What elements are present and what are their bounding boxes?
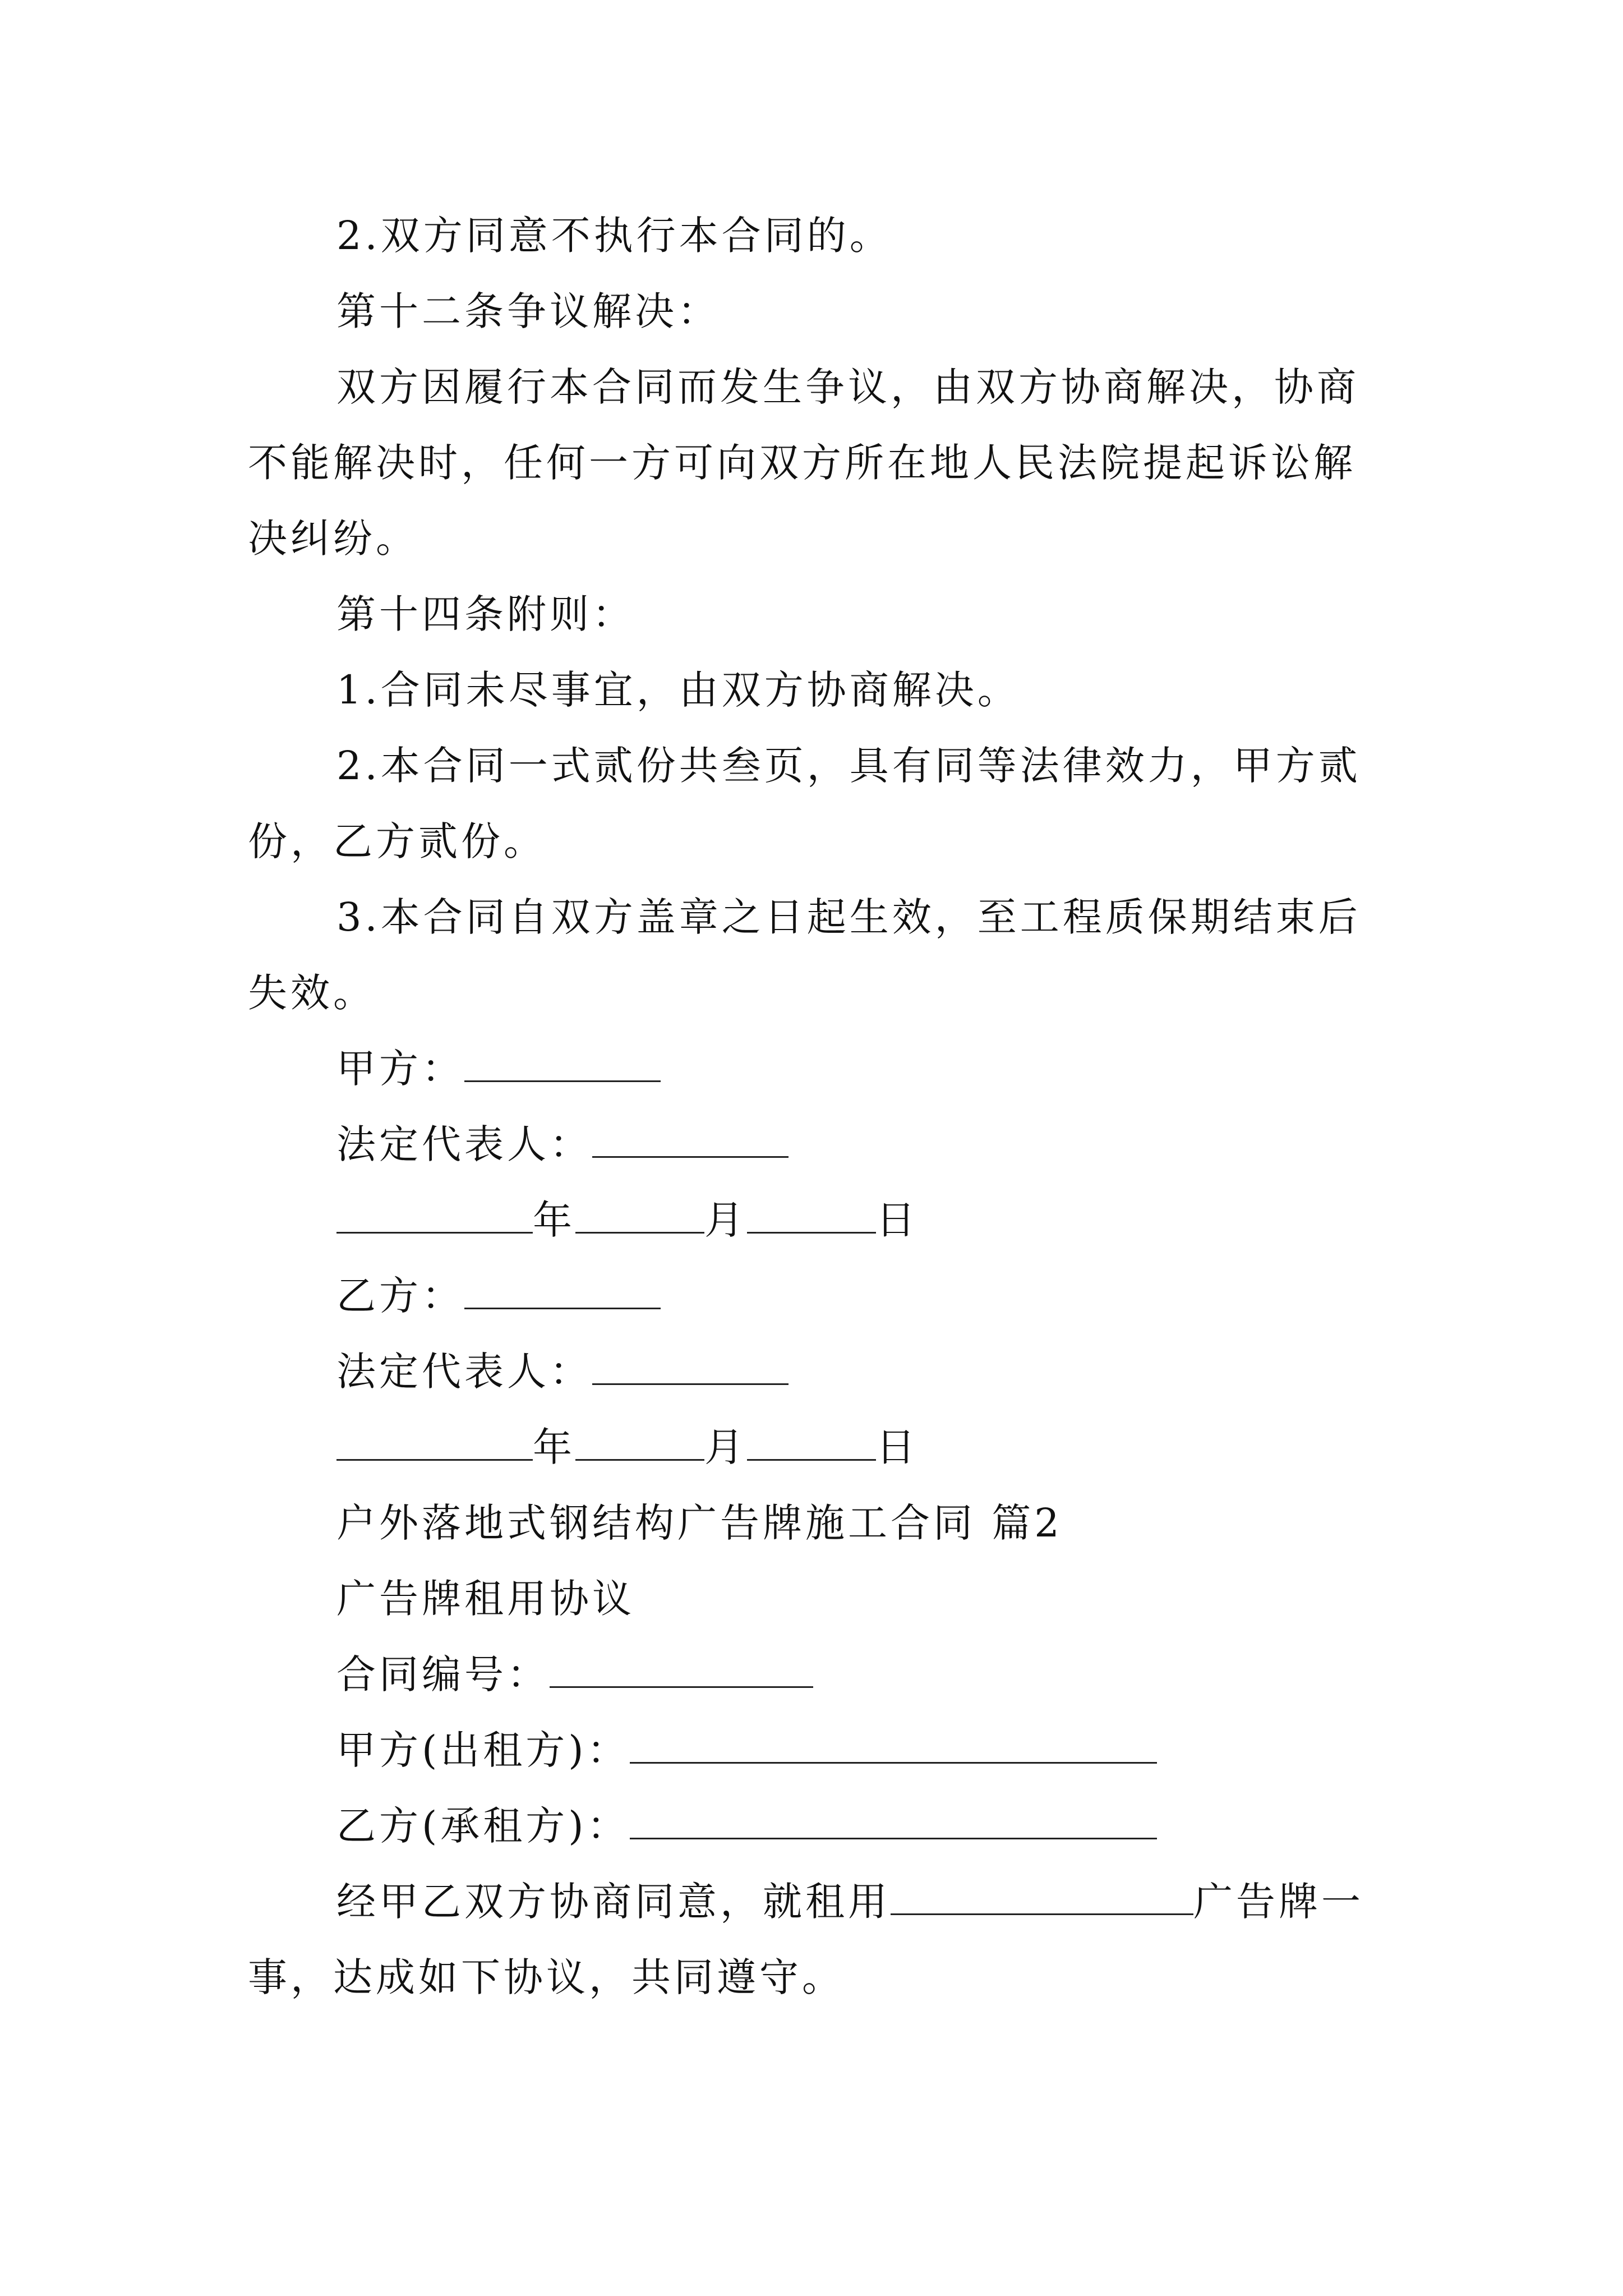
- lessee-blank: [630, 1805, 1157, 1839]
- rep-b-label: 法定代表人：: [336, 1349, 592, 1395]
- date-b-month-blank: [575, 1427, 704, 1461]
- rep-a-label: 法定代表人：: [336, 1121, 592, 1167]
- date-a-year-blank: [336, 1199, 533, 1234]
- annex-clause-2-line-1: 2.本合同一式贰份共叁页，具有同等法律效力，甲方贰: [336, 743, 1361, 789]
- rep-a-blank: [592, 1124, 789, 1158]
- date-b-year-label: 年: [533, 1424, 575, 1470]
- date-b-day-label: 日: [876, 1424, 919, 1470]
- lessor-label: 甲方(出租方)：: [336, 1727, 630, 1773]
- article-14-heading: 第十四条附则：: [336, 591, 635, 637]
- date-a-line: [336, 1192, 919, 1248]
- contract-number-blank: [550, 1654, 813, 1688]
- contract-number-line: [336, 1646, 813, 1703]
- date-a-day-label: 日: [876, 1197, 919, 1243]
- rep-a-signature-line: [336, 1116, 789, 1172]
- date-a-year-label: 年: [533, 1197, 575, 1243]
- contract-number-label: 合同编号：: [336, 1651, 550, 1697]
- intro-line-1: [336, 1874, 1364, 1930]
- date-a-month-blank: [575, 1199, 704, 1234]
- date-b-month-label: 月: [704, 1424, 747, 1470]
- dispute-text-line-3: 决纠纷。: [248, 516, 418, 562]
- lessee-label: 乙方(承租方)：: [336, 1803, 630, 1849]
- intro-text-part-2: 广告牌一: [1193, 1879, 1364, 1925]
- party-b-signature-line: [336, 1268, 661, 1324]
- lessor-line: [336, 1722, 1157, 1778]
- date-b-line: [336, 1419, 919, 1475]
- intro-line-2: 事，达成如下协议，共同遵守。: [248, 1954, 845, 2000]
- annex-clause-3-line-1: 3.本合同自双方盖章之日起生效，至工程质保期结束后: [336, 894, 1361, 940]
- lessee-line: [336, 1798, 1157, 1854]
- annex-clause-2-line-2: 份，乙方贰份。: [248, 818, 546, 864]
- rep-b-blank: [592, 1351, 789, 1385]
- lease-agreement-title: 广告牌租用协议: [336, 1576, 635, 1622]
- party-b-blank: [464, 1275, 661, 1309]
- annex-clause-3-line-2: 失效。: [248, 970, 376, 1016]
- rep-b-signature-line: [336, 1343, 789, 1400]
- lessor-blank: [630, 1729, 1157, 1764]
- party-a-signature-line: [336, 1041, 661, 1097]
- date-a-month-label: 月: [704, 1197, 747, 1243]
- party-a-blank: [464, 1048, 661, 1082]
- billboard-blank: [891, 1881, 1193, 1915]
- second-contract-heading: 户外落地式钢结构广告牌施工合同 篇2: [336, 1500, 1063, 1546]
- party-b-label: 乙方：: [336, 1273, 464, 1319]
- article-12-heading: 第十二条争议解决：: [336, 288, 720, 334]
- paragraph-clause-2: 2.双方同意不执行本合同的。: [336, 213, 892, 259]
- date-b-year-blank: [336, 1427, 533, 1461]
- dispute-text-line-2: 不能解决时，任何一方可向双方所在地人民法院提起诉讼解: [248, 440, 1356, 486]
- dispute-text-line-1: 双方因履行本合同而发生争议，由双方协商解决，协商: [336, 364, 1359, 410]
- date-a-day-blank: [747, 1199, 876, 1234]
- annex-clause-1: 1.合同未尽事宜，由双方协商解决。: [336, 667, 1020, 713]
- intro-text-part-1: 经甲乙双方协商同意，就租用: [336, 1879, 891, 1925]
- date-b-day-blank: [747, 1427, 876, 1461]
- party-a-label: 甲方：: [336, 1046, 464, 1092]
